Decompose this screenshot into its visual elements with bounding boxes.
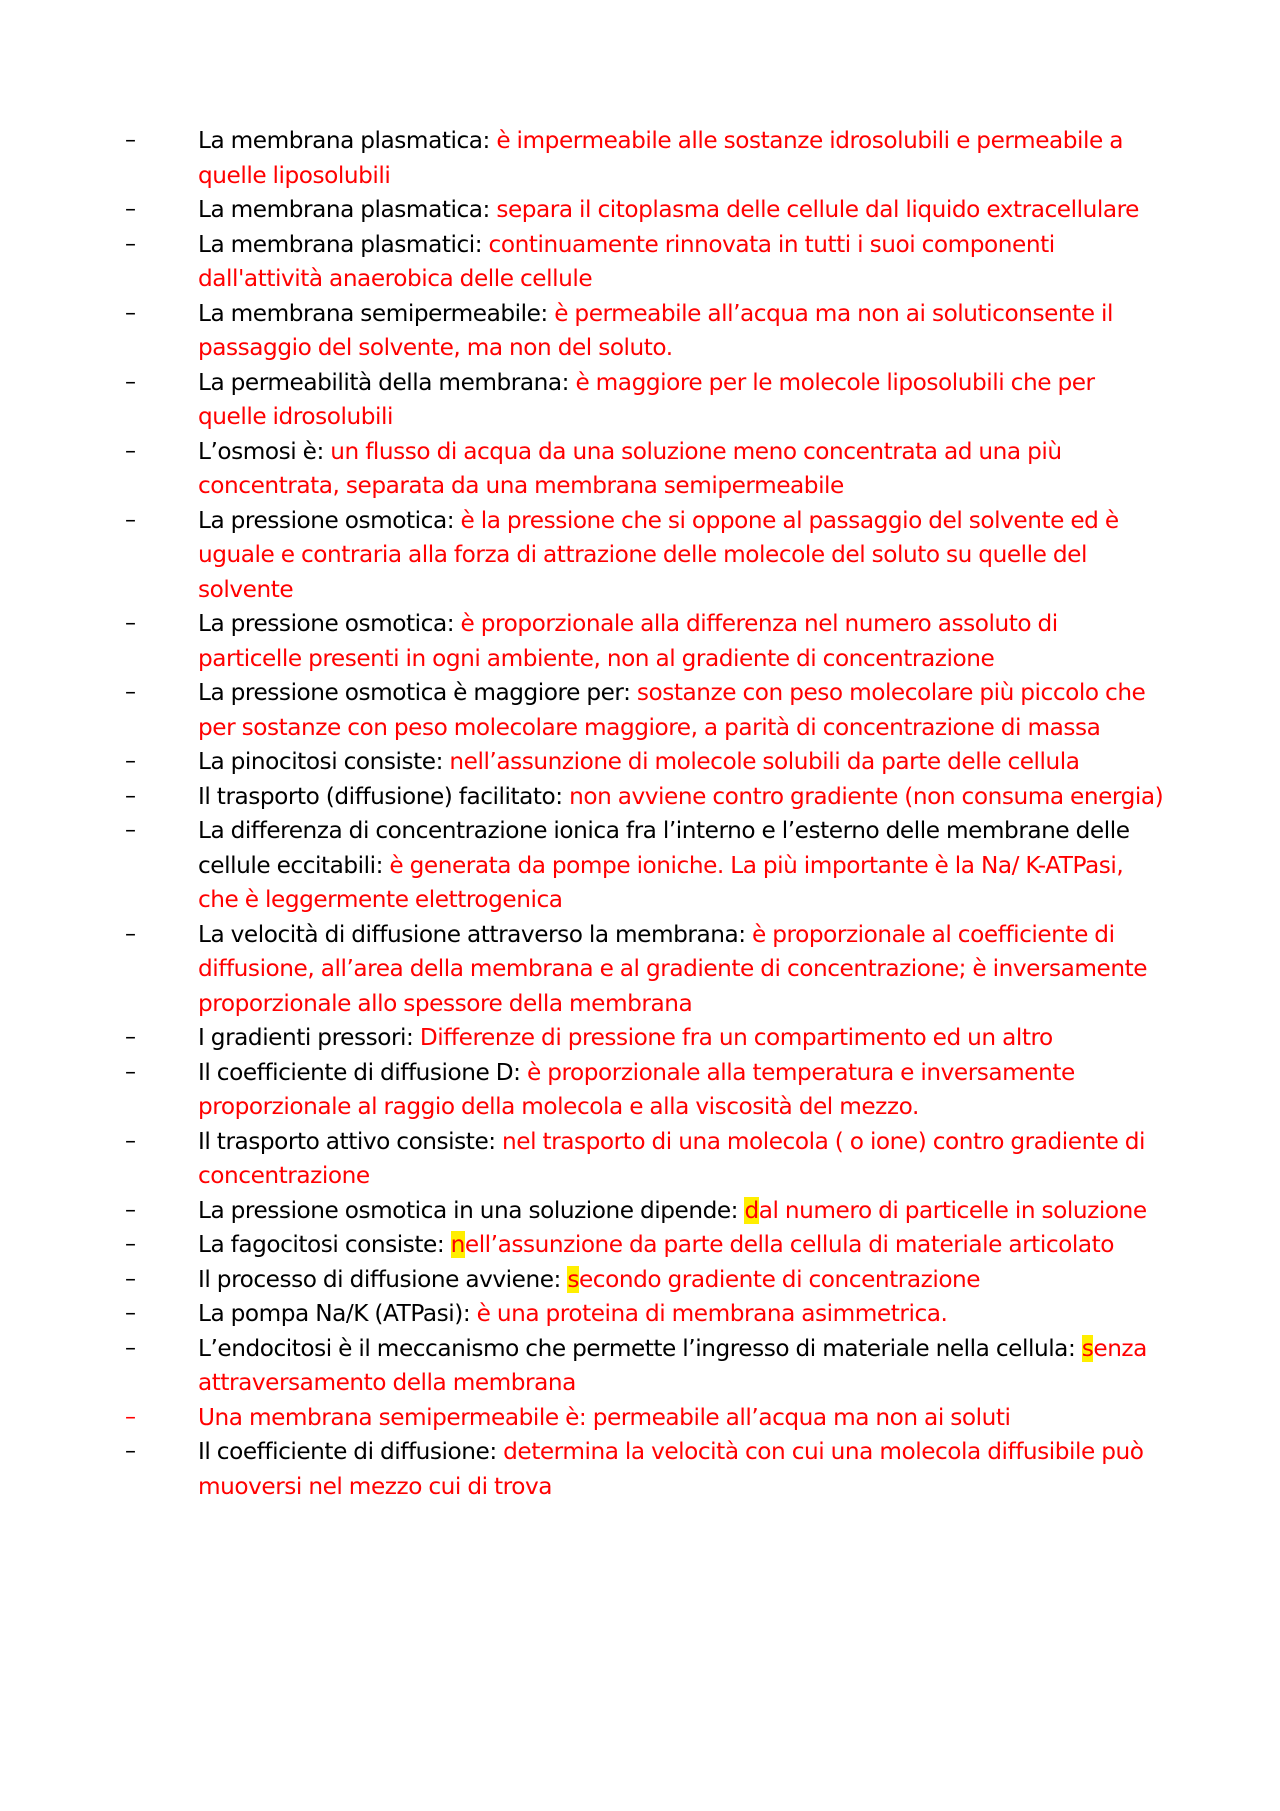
answer-text: è impermeabile alle sostanze idrosolubili e permeabile a quelle liposolubili [198, 127, 1124, 189]
answer-text: enza attraversamento della membrana [198, 1334, 1147, 1396]
item-text [198, 1228, 1166, 1263]
answer-text: Una membrana semipermeabile è: permeabile all’acqua ma non ai soluti [198, 1403, 1011, 1431]
list-item [0, 780, 1280, 815]
dash-bullet: – [125, 1128, 136, 1154]
dash-bullet: – [125, 128, 136, 153]
dash-bullet: – [125, 1301, 136, 1326]
question-text: La pompa Na/K (ATPasi): [198, 1300, 477, 1327]
item-text [198, 193, 1166, 228]
dash-bullet: – [125, 438, 136, 464]
question-text: L’endocitosi è il meccanismo che permette l’ingresso di materiale nella cellula: [198, 1334, 1082, 1362]
answer-text: è la pressione che si oppone al passaggio del solvente ed è uguale e contraria alla forza di attrazione delle molecole del soluto su quelle del solvente [198, 506, 1119, 603]
list-item [0, 1056, 1280, 1125]
dash-bullet: – [125, 507, 136, 533]
list-item [0, 745, 1280, 780]
dash-bullet: – [125, 1197, 136, 1223]
answer-text: determina la velocità con cui una molecola diffusibile può muoversi nel mezzo cui di trova [198, 1438, 1144, 1500]
dash-bullet: – [125, 783, 136, 809]
dash-bullet: – [125, 818, 136, 843]
answer-text: un flusso di acqua da una soluzione meno concentrata ad una più concentrata, separata da una membrana semipermeabile [198, 437, 1062, 499]
item-text [198, 504, 1166, 608]
question-text: La membrana plasmatica: [198, 196, 497, 223]
list-item [0, 1228, 1280, 1263]
dash-bullet: – [125, 1335, 136, 1361]
list-item [0, 918, 1280, 1022]
list-item [0, 1435, 1280, 1504]
answer-text: è permeabile all’acqua ma non ai soluticonsente il passaggio del solvente, ma non del soluto. [198, 299, 1114, 361]
item-text [198, 1125, 1166, 1194]
question-text: Il coefficiente di diffusione: [198, 1438, 504, 1465]
dash-bullet: – [125, 1404, 136, 1430]
answer-text: è una proteina di membrana asimmetrica. [476, 1300, 948, 1327]
list-item [0, 1194, 1280, 1229]
answer-text: è proporzionale alla temperatura e inversamente proporzionale al raggio della molecola e alla viscosità del mezzo. [198, 1058, 1075, 1120]
list-item [0, 435, 1280, 504]
question-text: La pinocitosi consiste: [198, 748, 450, 775]
item-text [198, 676, 1166, 745]
list-item [0, 1297, 1280, 1332]
item-text [198, 1263, 1166, 1298]
answer-text: è generata da pompe ioniche. La più importante è la Na/ K-ATPasi, che è leggermente elettrogenica [198, 851, 1124, 913]
answer-text: econdo gradiente di concentrazione [578, 1265, 981, 1293]
list-item [0, 1125, 1280, 1194]
item-text [198, 1332, 1166, 1401]
item-text [198, 780, 1166, 815]
item-text [198, 607, 1166, 676]
item-text [198, 228, 1166, 297]
question-text: La permeabilità della membrana: [198, 368, 576, 396]
list-item [0, 1021, 1280, 1056]
question-text: La pressione osmotica: [198, 506, 461, 534]
list-item [0, 297, 1280, 366]
answer-text: al numero di particelle in soluzione [758, 1196, 1147, 1224]
dash-bullet: – [125, 749, 136, 774]
highlighted-letter: s [1081, 1334, 1094, 1362]
question-text: Il trasporto (diffusione) facilitato: [198, 782, 570, 810]
question-text: La membrana plasmatica: [198, 127, 497, 154]
dash-bullet: – [125, 231, 136, 257]
question-text: La velocità di diffusione attraverso la membrana: [198, 920, 753, 948]
answer-text: continuamente rinnovata in tutti i suoi componenti dall'attività anaerobica delle cellule [198, 230, 1055, 292]
item-text [198, 435, 1166, 504]
answer-text: ell’assunzione da parte della cellula di materiale articolato [464, 1231, 1114, 1258]
dash-bullet: – [125, 1232, 136, 1257]
dash-bullet: – [125, 1266, 136, 1292]
question-text: Il coefficiente di diffusione D: [198, 1058, 527, 1086]
highlighted-letter: d [744, 1196, 759, 1224]
answer-text: è proporzionale al coefficiente di diffusione, all’area della membrana e al gradiente di concentrazione; è inversamente proporzionale allo spessore della membrana [198, 920, 1148, 1017]
highlighted-letter: s [567, 1265, 579, 1293]
answer-text: sostanze con peso molecolare più piccolo che per sostanze con peso molecolare maggiore, a parità di concentrazione di massa [198, 679, 1146, 741]
list-item [0, 607, 1280, 676]
list-item [0, 504, 1280, 608]
answer-text: nel trasporto di una molecola ( o ione) contro gradiente di concentrazione [198, 1127, 1145, 1189]
dash-bullet: – [125, 921, 136, 947]
dash-bullet: – [125, 611, 136, 636]
item-text [198, 918, 1166, 1022]
question-text: L’osmosi è: [198, 437, 331, 465]
question-text: La pressione osmotica in una soluzione dipende: [198, 1196, 745, 1224]
list-item [0, 193, 1280, 228]
item-text [198, 366, 1166, 435]
dash-bullet: – [125, 300, 136, 326]
item-text [198, 1297, 1166, 1332]
list-item [0, 1401, 1280, 1436]
question-text: Il trasporto attivo consiste: [198, 1127, 503, 1155]
question-text: Il processo di diffusione avviene: [198, 1265, 568, 1293]
list-item [0, 124, 1280, 193]
answer-text: Differenze di pressione fra un compartimento ed un altro [419, 1024, 1053, 1051]
list-item [0, 676, 1280, 745]
list-item [0, 366, 1280, 435]
item-text [198, 1056, 1166, 1125]
answer-text: è maggiore per le molecole liposolubili che per quelle idrosolubili [198, 368, 1095, 430]
qa-list [0, 124, 1280, 1504]
question-text: La pressione osmotica è maggiore per: [198, 679, 637, 706]
question-text: La membrana semipermeabile: [198, 299, 555, 327]
dash-bullet: – [125, 1025, 136, 1050]
highlighted-letter: n [450, 1231, 465, 1258]
item-text [198, 297, 1166, 366]
answer-text: non avviene contro gradiente (non consuma energia) [569, 782, 1164, 810]
item-text [198, 1194, 1166, 1229]
list-item [0, 228, 1280, 297]
dash-bullet: – [125, 369, 136, 395]
item-text [198, 1021, 1166, 1056]
question-text: La membrana plasmatici: [198, 230, 489, 258]
item-text [198, 745, 1166, 780]
item-text [198, 124, 1166, 193]
question-text: La fagocitosi consiste: [198, 1231, 451, 1258]
list-item [0, 1332, 1280, 1401]
question-text: La pressione osmotica: [198, 610, 461, 637]
item-text [198, 1401, 1166, 1436]
answer-text: è proporzionale alla differenza nel numero assoluto di particelle presenti in ogni ambiente, non al gradiente di concentrazione [198, 610, 1058, 672]
item-text [198, 814, 1166, 918]
question-text: I gradienti pressori: [198, 1024, 420, 1051]
dash-bullet: – [125, 1059, 136, 1085]
list-item [0, 1263, 1280, 1298]
dash-bullet: – [125, 680, 136, 705]
dash-bullet: – [125, 197, 136, 222]
dash-bullet: – [125, 1439, 136, 1464]
question-text: La differenza di concentrazione ionica fra l’interno e l’esterno delle membrane delle cellule eccitabili: [198, 817, 1130, 879]
answer-text: nell’assunzione di molecole solubili da parte delle cellula [449, 748, 1080, 775]
item-text [198, 1435, 1166, 1504]
list-item [0, 814, 1280, 918]
answer-text: separa il citoplasma delle cellule dal liquido extracellulare [496, 196, 1139, 223]
